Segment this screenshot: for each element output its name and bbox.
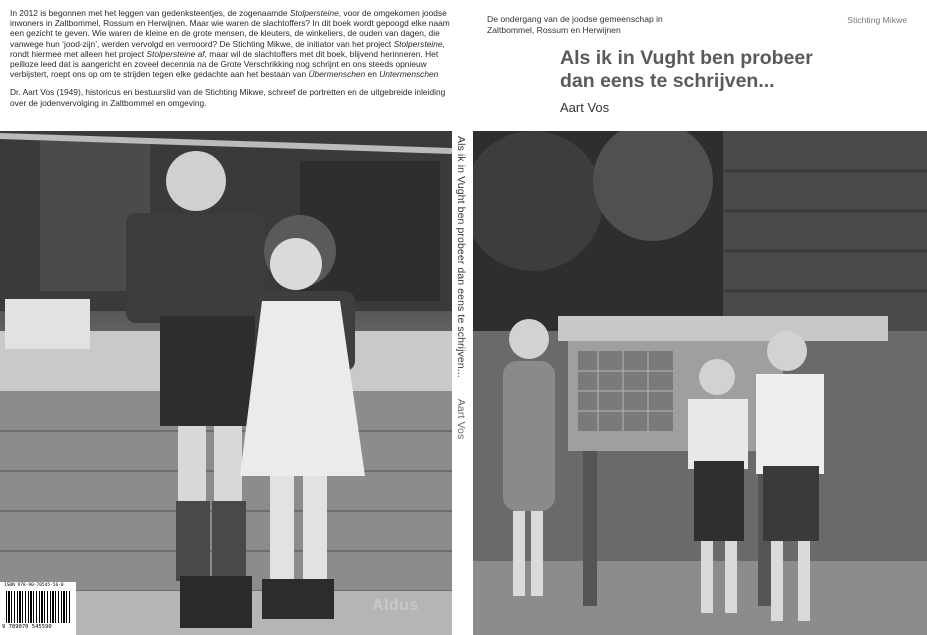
spine-title: Als ik in Vught ben probeer dan eens te schrijven... xyxy=(455,136,467,378)
blurb-text-run: , rondt hiermee met alleen het project xyxy=(10,38,445,59)
blurb-italic-run: Stolpersteine xyxy=(393,38,443,49)
front-cover-subtitle xyxy=(487,14,663,35)
title-line-2: dan eens te schrijven... xyxy=(560,70,775,92)
book-author: Aart Vos xyxy=(560,100,610,115)
blurb-italic-run: Stolpersteine af xyxy=(146,48,205,59)
barcode-bars xyxy=(6,591,72,623)
front-cover-photo xyxy=(473,131,927,635)
blurb-text-run: In 2012 is begonnen met het leggen van gedenksteentjes, de zogenaamde xyxy=(10,8,290,18)
blurb-text-run: Dr. Aart Vos (1949), historicus en bestuurslid van de Stichting Mikwe, schreef de portretten en de uitgebreide inleiding over de jodenvervolging in Zaltbommel en omgeving. xyxy=(10,87,446,108)
blurb-text-run: , voor de omgekomen joodse inwoners in Zaltbommel, Rossum en Herwijnen. Maar wie waren de slachtoffers? In dit boek wordt gepoogd elke naam een gezicht te geven. Wie waren de kleine en de grote mensen, de kleuters, de winkeliers, de ouden van dagen, die vanwege hun ‘jood-zijn’, werden vervolgd en vermoord? De Stichting Mikwe, de initiator van het project xyxy=(10,8,450,49)
publisher-logo: Aldus xyxy=(372,597,419,614)
publisher-name: Stichting Mikwe xyxy=(847,15,907,25)
back-cover-photo xyxy=(0,131,452,635)
blurb-italic-run: Übermenschen xyxy=(308,69,366,80)
back-cover-blurb xyxy=(10,8,450,116)
subtitle-line-1: De ondergang van de joodse gemeenschap in xyxy=(487,14,663,24)
blurb-text-run: en xyxy=(365,69,380,80)
spine-author: Aart Vos xyxy=(455,398,467,440)
blurb-paragraph-2 xyxy=(10,87,450,107)
blurb-italic-run: Untermenschen xyxy=(379,69,439,80)
barcode-number: 9 789070 545590 xyxy=(2,624,52,630)
title-line-1: Als ik in Vught ben probeer xyxy=(560,47,813,69)
isbn-barcode xyxy=(0,582,76,635)
blurb-italic-run: Stolpersteine xyxy=(289,8,339,18)
book-title xyxy=(560,47,813,93)
isbn-label: ISBN 978-90-70545-56-0 xyxy=(4,583,64,588)
subtitle-line-2: Zaltbommel, Rossum en Herwijnen xyxy=(487,24,621,35)
blurb-text-run: , maar wil de slachtoffers met dit boek, blijvend herinneren. Het peilloze leed dat is aangericht en zoveel decennia na de Grote Verschrikking nog schrijnt en ons steeds opnieuw verbijstert, roept ons op om te strijden tegen elke gedachte aan het bestaan van xyxy=(10,48,439,80)
blurb-paragraph-1 xyxy=(10,8,450,79)
